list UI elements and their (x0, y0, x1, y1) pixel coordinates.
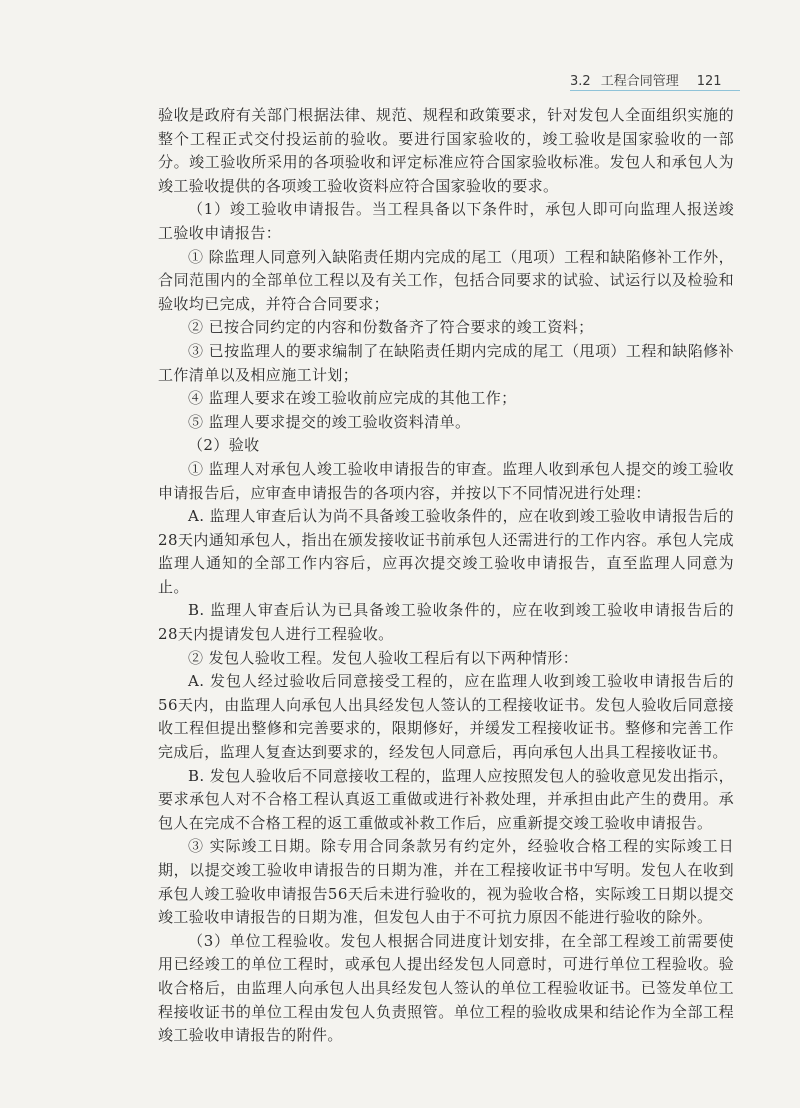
section-title: 工程合同管理 (600, 74, 679, 89)
paragraph: （3）单位工程验收。发包人根据合同进度计划安排，在全部工程竣工前需要使用已经竣工的单位工程时，或承包人提出经发包人同意时，可进行单位工程验收。验收合格后，由监理人向承包人出具经发包人签认的单位工程验收证书。已签发单位工程接收证书的单位工程由发包人负责照管。单位工程的验收成果和结论作为全部工程竣工验收申请报告的附件。 (158, 931, 734, 1045)
paragraph: ④ 监理人要求在竣工验收前应完成的其他工作； (188, 389, 517, 408)
paragraph: ① 监理人对承包人竣工验收申请报告的审查。监理人收到承包人提交的竣工验收申请报告后，应审查申请报告的各项内容，并按以下不同情况进行处理： (158, 459, 734, 502)
paragraph: B. 发包人验收后不同意接收工程的，监理人应按照发包人的验收意见发出指示，要求承包人对不合格工程认真返工重做或进行补救处理，并承担由此产生的费用。承包人在完成不合格工程的返工重做或补救工作后，应重新提交竣工验收申请报告。 (158, 766, 734, 832)
paragraph: ② 发包人验收工程。发包人验收工程后有以下两种情形： (188, 648, 579, 667)
paragraph: ⑤ 监理人要求提交的竣工验收资料清单。 (188, 412, 471, 431)
section-number: 3.2 (570, 74, 591, 89)
paragraph: 验收是政府有关部门根据法律、规范、规程和政策要求，针对发包人全面组织实施的整个工程正式交付投运前的验收。要进行国家验收的，竣工验收是国家验收的一部分。竣工验收所采用的各项验收和评定标准应符合国家验收标准。发包人和承包人为竣工验收提供的各项竣工验收资料应符合国家验收的要求。 (158, 106, 734, 195)
paragraph: ① 除监理人同意列入缺陷责任期内完成的尾工（甩项）工程和缺陷修补工作外，合同范围内的全部单位工程以及有关工作，包括合同要求的试验、试运行以及检验和验收均已完成，并符合合同要求； (158, 247, 734, 313)
page-body (158, 104, 734, 1048)
page-number: 121 (696, 74, 722, 89)
header-rule (570, 90, 740, 91)
paragraph: ② 已按合同约定的内容和份数备齐了符合要求的竣工资料； (188, 318, 594, 337)
page-header (570, 70, 722, 89)
paragraph: A. 监理人审查后认为尚不具备竣工验收条件的，应在收到竣工验收申请报告后的28天内通知承包人，指出在颁发接收证书前承包人还需进行的工作内容。承包人完成监理人通知的全部工作内容后，应再次提交竣工验收申请报告，直至监理人同意为止。 (158, 507, 734, 596)
paragraph: ③ 实际竣工日期。除专用合同条款另有约定外，经验收合格工程的实际竣工日期，以提交竣工验收申请报告的日期为准，并在工程接收证书中写明。发包人在收到承包人竣工验收申请报告56天后未进行验收的，视为验收合格，实际竣工日期以提交竣工验收申请报告的日期为准，但发包人由于不可抗力原因不能进行验收的除外。 (158, 837, 734, 927)
paragraph: （1）竣工验收申请报告。当工程具备以下条件时，承包人即可向监理人报送竣工验收申请报告： (158, 200, 734, 242)
paragraph: B. 监理人审查后认为已具备竣工验收条件的，应在收到竣工验收申请报告后的28天内提请发包人进行工程验收。 (158, 601, 734, 644)
paragraph: ③ 已按监理人的要求编制了在缺陷责任期内完成的尾工（甩项）工程和缺陷修补工作清单以及相应施工计划； (158, 341, 734, 384)
paragraph: （2）验收 (188, 436, 260, 455)
paragraph: A. 发包人经过验收后同意接受工程的，应在监理人收到竣工验收申请报告后的56天内，由监理人向承包人出具经发包人签认的工程接收证书。发包人验收后同意接收工程但提出整修和完善要求的，限期修好，并缓发工程接收证书。整修和完善工作完成后，监理人复查达到要求的，经发包人同意后，再向承包人出具工程接收证书。 (158, 672, 734, 762)
